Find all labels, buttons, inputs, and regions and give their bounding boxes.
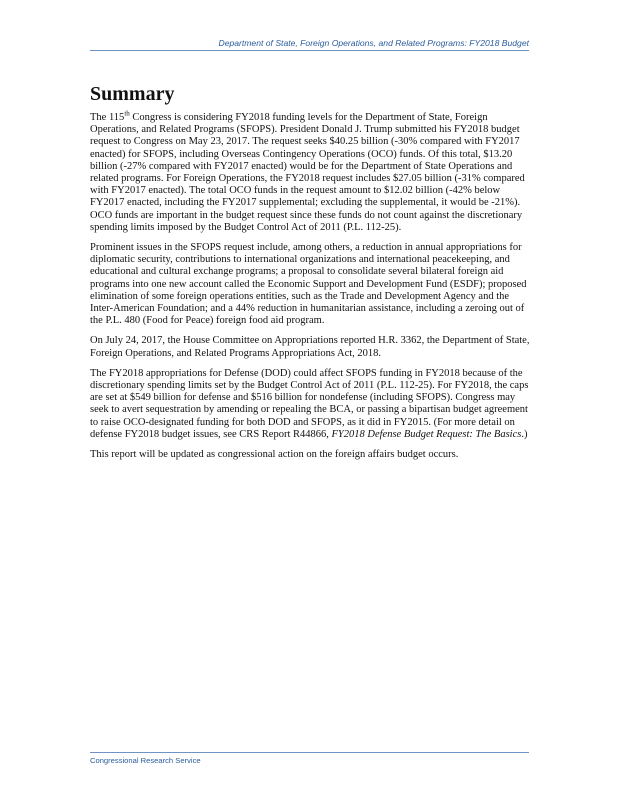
footer-rule bbox=[90, 752, 529, 753]
ordinal-superscript: th bbox=[124, 109, 130, 118]
paragraph-house-action: On July 24, 2017, the House Committee on Appropriations reported H.R. 3362, the Department of State, Foreign Operations, and Related Programs Appropriations Act, 2018. bbox=[90, 335, 530, 359]
paragraph-update-note: This report will be updated as congressional action on the foreign affairs budget occurs. bbox=[90, 449, 459, 461]
header-rule bbox=[90, 50, 529, 51]
paragraph-defense-text: The FY2018 appropriations for Defense (DOD) could affect SFOPS funding in FY2018 because of the discretionary spending limits set by the Budget Control Act of 2011 (P.L. 112-25). For FY2018, the caps are set at $549 billion for defense and $516 billion for nondefense (including SFOPS). Congress may seek to avert sequestration by amending or repealing the BCA, or passing a bipartisan budget agreement to raise OCO-designated funding for both DOD and SFOPS, as it did in FY2015. (For more detail on defense FY2018 budget issues, see CRS Report R44866, bbox=[90, 367, 529, 440]
paragraph-defense bbox=[90, 368, 530, 441]
summary-section bbox=[90, 81, 530, 469]
footer-organization: Congressional Research Service bbox=[90, 756, 201, 765]
paragraph-issues: Prominent issues in the SFOPS request include, among others, a reduction in annual appropriations for diplomatic security, contributions to international organizations and international peacekeeping, and educational and cultural exchange programs; a proposal to consolidate several bilateral foreign aid programs into one new account called the Economic Support and Development Fund (ESDF); proposed elimination of some foreign operations entities, such as the Trade and Development Agency and the Inter-American Foundation; and a 44% reduction in humanitarian assistance, including a zeroing out of the P.L. 480 (Food for Peace) foreign food aid program. bbox=[90, 242, 527, 327]
paragraph-intro bbox=[90, 109, 530, 234]
paragraph-defense-tail: .) bbox=[521, 428, 528, 440]
running-header: Department of State, Foreign Operations, and Related Programs: FY2018 Budget bbox=[218, 38, 529, 48]
section-title: Summary bbox=[90, 83, 175, 105]
report-title-italic: FY2018 Defense Budget Request: The Basics bbox=[331, 428, 522, 440]
paragraph-intro-rest: Congress is considering FY2018 funding levels for the Department of State, Foreign Operations, and Related Programs (SFOPS). President Donald J. Trump submitted his FY2018 budget request to Congress on May 23, 2017. The request seeks $40.25 billion (-30% compared with FY2017 enacted) for SFOPS, including Overseas Contingency Operations (OCO) funds. Of this total, $13.20 billion (-27% compared with FY2017 enacted) would be for the Department of State Operations and related programs. For Foreign Operations, the FY2018 request includes $27.05 billion (-31% compared with FY2017 enacted). The total OCO funds in the request amount to $12.02 billion (-42% below FY2017 enacted, including the FY2017 supplemental; excluding the supplemental, it would be -21%). OCO funds are important in the budget request since these funds do not count against the discretionary spending limits imposed by the Budget Control Act of 2011 (P.L. 112-25). bbox=[90, 112, 525, 233]
paragraph-intro-start: The 115 bbox=[90, 112, 125, 123]
